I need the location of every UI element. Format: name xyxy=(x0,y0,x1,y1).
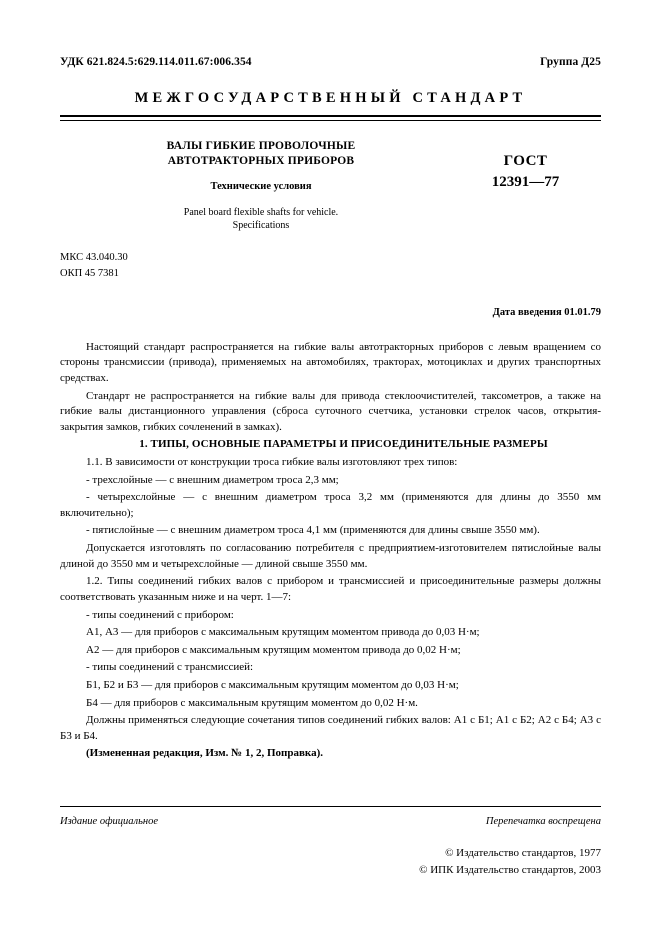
document-body xyxy=(60,340,601,762)
introduction-date-label: Дата введения xyxy=(492,306,562,318)
banner-divider xyxy=(60,115,601,121)
paragraph-1-1: 1.1. В зависимости от конструкции троса гибкие валы изготовляют трех типов: xyxy=(86,456,458,469)
document-title-en-line1: Panel board flexible shafts for vehicle. xyxy=(183,207,339,219)
copyright-line-2: © ИПК Издательство стандартов, 2003 xyxy=(419,863,601,876)
gost-label: ГОСТ xyxy=(503,153,548,169)
copyright-line-1: © Издательство стандартов, 1977 xyxy=(445,847,601,859)
introduction-date xyxy=(60,307,601,318)
introduction-date-value: 01.01.79 xyxy=(564,306,601,318)
okp-code: ОКП 45 7381 xyxy=(60,267,119,279)
group-code: Группа Д25 xyxy=(540,56,601,68)
footer-row xyxy=(60,816,601,827)
document-title-en-line2: Specifications xyxy=(232,220,290,232)
mks-code: МКС 43.040.30 xyxy=(60,252,128,264)
list-item-b1-b2-b3: Б1, Б2 и Б3 — для приборов с максимальным крутящим моментом до 0,03 Н·м; xyxy=(86,678,459,691)
paragraph-combinations: Должны применяться следующие сочетания типов соединений гибких валов: А1 с Б1; А1 с Б2; А2 с Б4; А3 с Б3 и Б4. xyxy=(60,714,601,742)
paragraph-revision-note: (Измененная редакция, Изм. № 1, 2, Поправка). xyxy=(86,747,323,760)
document-header xyxy=(60,56,601,68)
list-item-four-layer: - четырехслойные — с внешним диаметром троса 3,2 мм (применяются для длины до 3550 мм включительно); xyxy=(60,491,601,519)
udk-code: УДК 621.824.5:629.114.011.67:006.354 xyxy=(60,56,252,68)
gost-number: 12391—77 xyxy=(491,174,560,190)
section-heading-1: 1. ТИПЫ, ОСНОВНЫЕ ПАРАМЕТРЫ И ПРИСОЕДИНИТЕЛЬНЫЕ РАЗМЕРЫ xyxy=(139,438,548,451)
title-block xyxy=(60,139,601,232)
list-item-transmission-connections: - типы соединений с трансмиссией: xyxy=(86,661,254,674)
paragraph-1-2: 1.2. Типы соединений гибких валов с прибором и трансмиссией и присоединительные размеры должны соответствовать указанным ниже и на черт. 1—7: xyxy=(60,575,601,603)
document-footer xyxy=(60,806,601,878)
list-item-three-layer: - трехслойные — с внешним диаметром троса 2,3 мм; xyxy=(86,473,339,486)
list-item-a1-a3: А1, А3 — для приборов с максимальным крутящим моментом привода до 0,03 Н·м; xyxy=(86,626,480,639)
footer-reprint-notice: Перепечатка воспрещена xyxy=(485,816,601,827)
list-item-device-connections: - типы соединений с прибором: xyxy=(86,608,234,621)
list-item-five-layer: - пятислойные — с внешним диаметром троса 4,1 мм (применяются для длины свыше 3550 мм). xyxy=(86,524,540,537)
classification-codes xyxy=(60,250,601,280)
paragraph-manufacture-allowance: Допускается изготовлять по согласованию потребителя с предприятием-изготовителем пятислойные валы длиной до 3550 мм и четырехслойные — длиной свыше 3550 мм. xyxy=(60,542,601,570)
footer-edition: Издание официальное xyxy=(60,816,159,827)
paragraph-exclusions: Стандарт не распространяется на гибкие валы для привода стеклоочистителей, таксометров, а также на гибкие валы дистанционного управления (сброса суточного счетчика, установки стрелок часов, открытия-закрытия замков, гибких сочленений в замках). xyxy=(60,389,601,433)
title-right-column xyxy=(450,139,601,191)
footer-divider xyxy=(60,806,601,807)
document-title-line1: ВАЛЫ ГИБКИЕ ПРОВОЛОЧНЫЕ xyxy=(166,140,356,152)
list-item-b4: Б4 — для приборов с максимальным крутящим моментом до 0,02 Н·м. xyxy=(86,696,418,709)
list-item-a2: А2 — для приборов с максимальным крутящим моментом привода до 0,02 Н·м; xyxy=(86,643,461,656)
document-subtitle: Технические условия xyxy=(210,181,312,193)
document-title-english xyxy=(72,206,450,232)
title-left-column xyxy=(60,139,450,232)
paragraph-scope: Настоящий стандарт распространяется на гибкие валы автотракторных приборов с левым вращением со стороны трансмиссии (привода), применяемых на автомобилях, тракторах, мотоциклах и других транспортных средствах. xyxy=(60,340,601,384)
standard-banner: МЕЖГОСУДАРСТВЕННЫЙ СТАНДАРТ xyxy=(134,90,527,106)
document-title-line2: АВТОТРАКТОРНЫХ ПРИБОРОВ xyxy=(167,155,355,168)
document-title xyxy=(72,139,450,169)
copyright-block xyxy=(60,845,601,878)
